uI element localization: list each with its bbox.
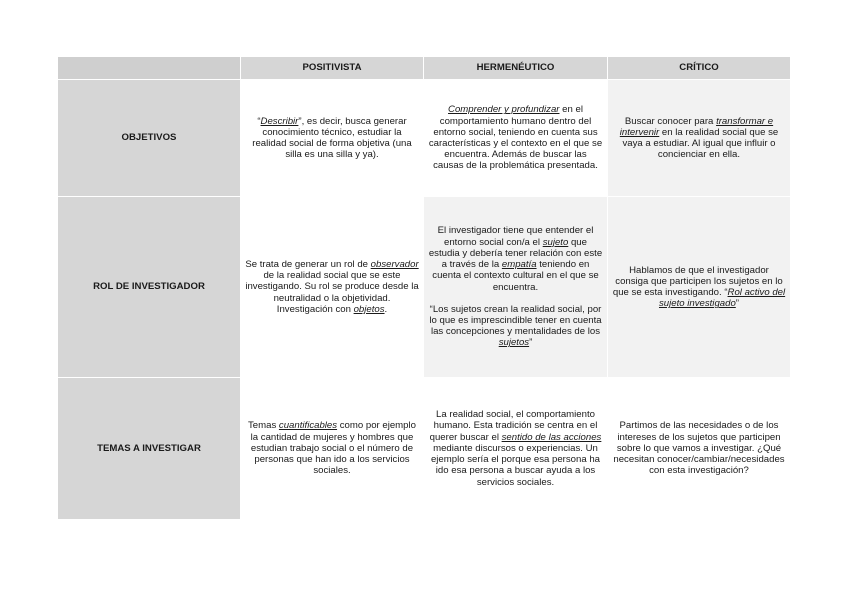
cell-text: como por ejemplo la cantidad de mujeres y hombres que estudian trabajo social o el número de personas que han ido a los servicios sociales. [250, 420, 416, 477]
cell-text: en la realidad social que se vaya a estudiar. Al igual que influir o concienciar en ella. [622, 126, 779, 161]
cell-text: La realidad social, el comportamiento humano. Esta tradición se centra en el querer buscar el [429, 409, 598, 443]
cell-text: Partimos de las necesidades o de los intereses de los sujetos que participen sobre lo que vamos a investigar. ¿Qué necesitan conocer/cambiar/necesidades con esta investigación? [613, 420, 785, 477]
cell-temas-hermeneutico [424, 378, 608, 520]
row-label-objetivos: OBJETIVOS [58, 80, 241, 197]
cell-text: que estudia y debería tener relación con este a través de la [428, 236, 603, 271]
cell-text: ” [735, 298, 739, 310]
header-row [58, 57, 791, 80]
cell-text: de la realidad social que se este investigando. Su rol se produce desde la neutralidad o la objetividad. Investigación con [245, 270, 419, 315]
table-row-objetivos [58, 80, 791, 197]
cell-objetivos-positivista [241, 80, 424, 197]
cell-text: mediante discursos o experiencias. Un ejemplo sería el porque esa persona ha ido esa persona a buscar ayuda a los servicios sociales. [430, 442, 601, 488]
cell-text: en el comportamiento humano dentro del entorno social, teniendo en cuenta sus características y el contexto en el que se encuentra. Además de buscar las causas de la problemática presentada. [428, 104, 603, 172]
header-hermeneutico: HERMENÉUTICO [424, 57, 608, 80]
table-row-rol [58, 197, 791, 378]
cell-text: ”, es decir, busca generar conocimiento técnico, estudiar la realidad social de forma objetiva (una silla es una silla y ya). [252, 115, 412, 161]
underlined-term: sentido de las acciones [501, 431, 602, 443]
cell-rol-hermeneutico [424, 197, 608, 378]
underlined-term: cuantificables [278, 420, 338, 432]
cell-text: Buscar conocer para [624, 115, 717, 127]
row-label-temas: TEMAS A INVESTIGAR [58, 378, 241, 520]
cell-text: . [384, 303, 388, 315]
underlined-term: objetos [353, 303, 385, 315]
underlined-term: Describir [260, 115, 299, 127]
underlined-term: empatía [501, 259, 537, 271]
cell-text: ” [529, 337, 533, 349]
cell-text: “Los sujetos crean la realidad social, por lo que es imprescindible tener en cuenta las concepciones y mentalidades de los [429, 303, 602, 338]
underlined-term: sujeto [542, 236, 569, 248]
table-row-temas [58, 378, 791, 520]
row-label-rol: ROL DE INVESTIGADOR [58, 197, 241, 378]
cell-text: El investigador tiene que entender el entorno social con/a el [437, 225, 594, 248]
cell-rol-positivista [241, 197, 424, 378]
underlined-term: sujetos [498, 337, 530, 349]
cell-temas-critico [608, 378, 791, 520]
underlined-term: transformar e intervenir [619, 115, 774, 138]
comparison-table [57, 56, 791, 520]
cell-text: Temas [248, 420, 279, 432]
underlined-term: Comprender y profundizar [448, 104, 560, 116]
header-critico: CRÍTICO [608, 57, 791, 80]
underlined-term: observador [370, 258, 419, 270]
underlined-term: Rol activo del sujeto investigado [658, 287, 786, 310]
corner-cell [58, 57, 241, 80]
cell-objetivos-critico [608, 80, 791, 197]
cell-objetivos-hermeneutico [424, 80, 608, 197]
cell-text: teniendo en cuenta el contexto cultural en el que se encuentra. [432, 259, 599, 293]
cell-text: Hablamos de que el investigador consiga que participen los sujetos en lo que se esta investigando. “ [612, 264, 783, 298]
cell-temas-positivista [241, 378, 424, 520]
cell-text: “ [257, 115, 261, 127]
cell-text: Se trata de generar un rol de [245, 258, 371, 270]
cell-rol-critico [608, 197, 791, 378]
header-positivista: POSITIVISTA [241, 57, 424, 80]
